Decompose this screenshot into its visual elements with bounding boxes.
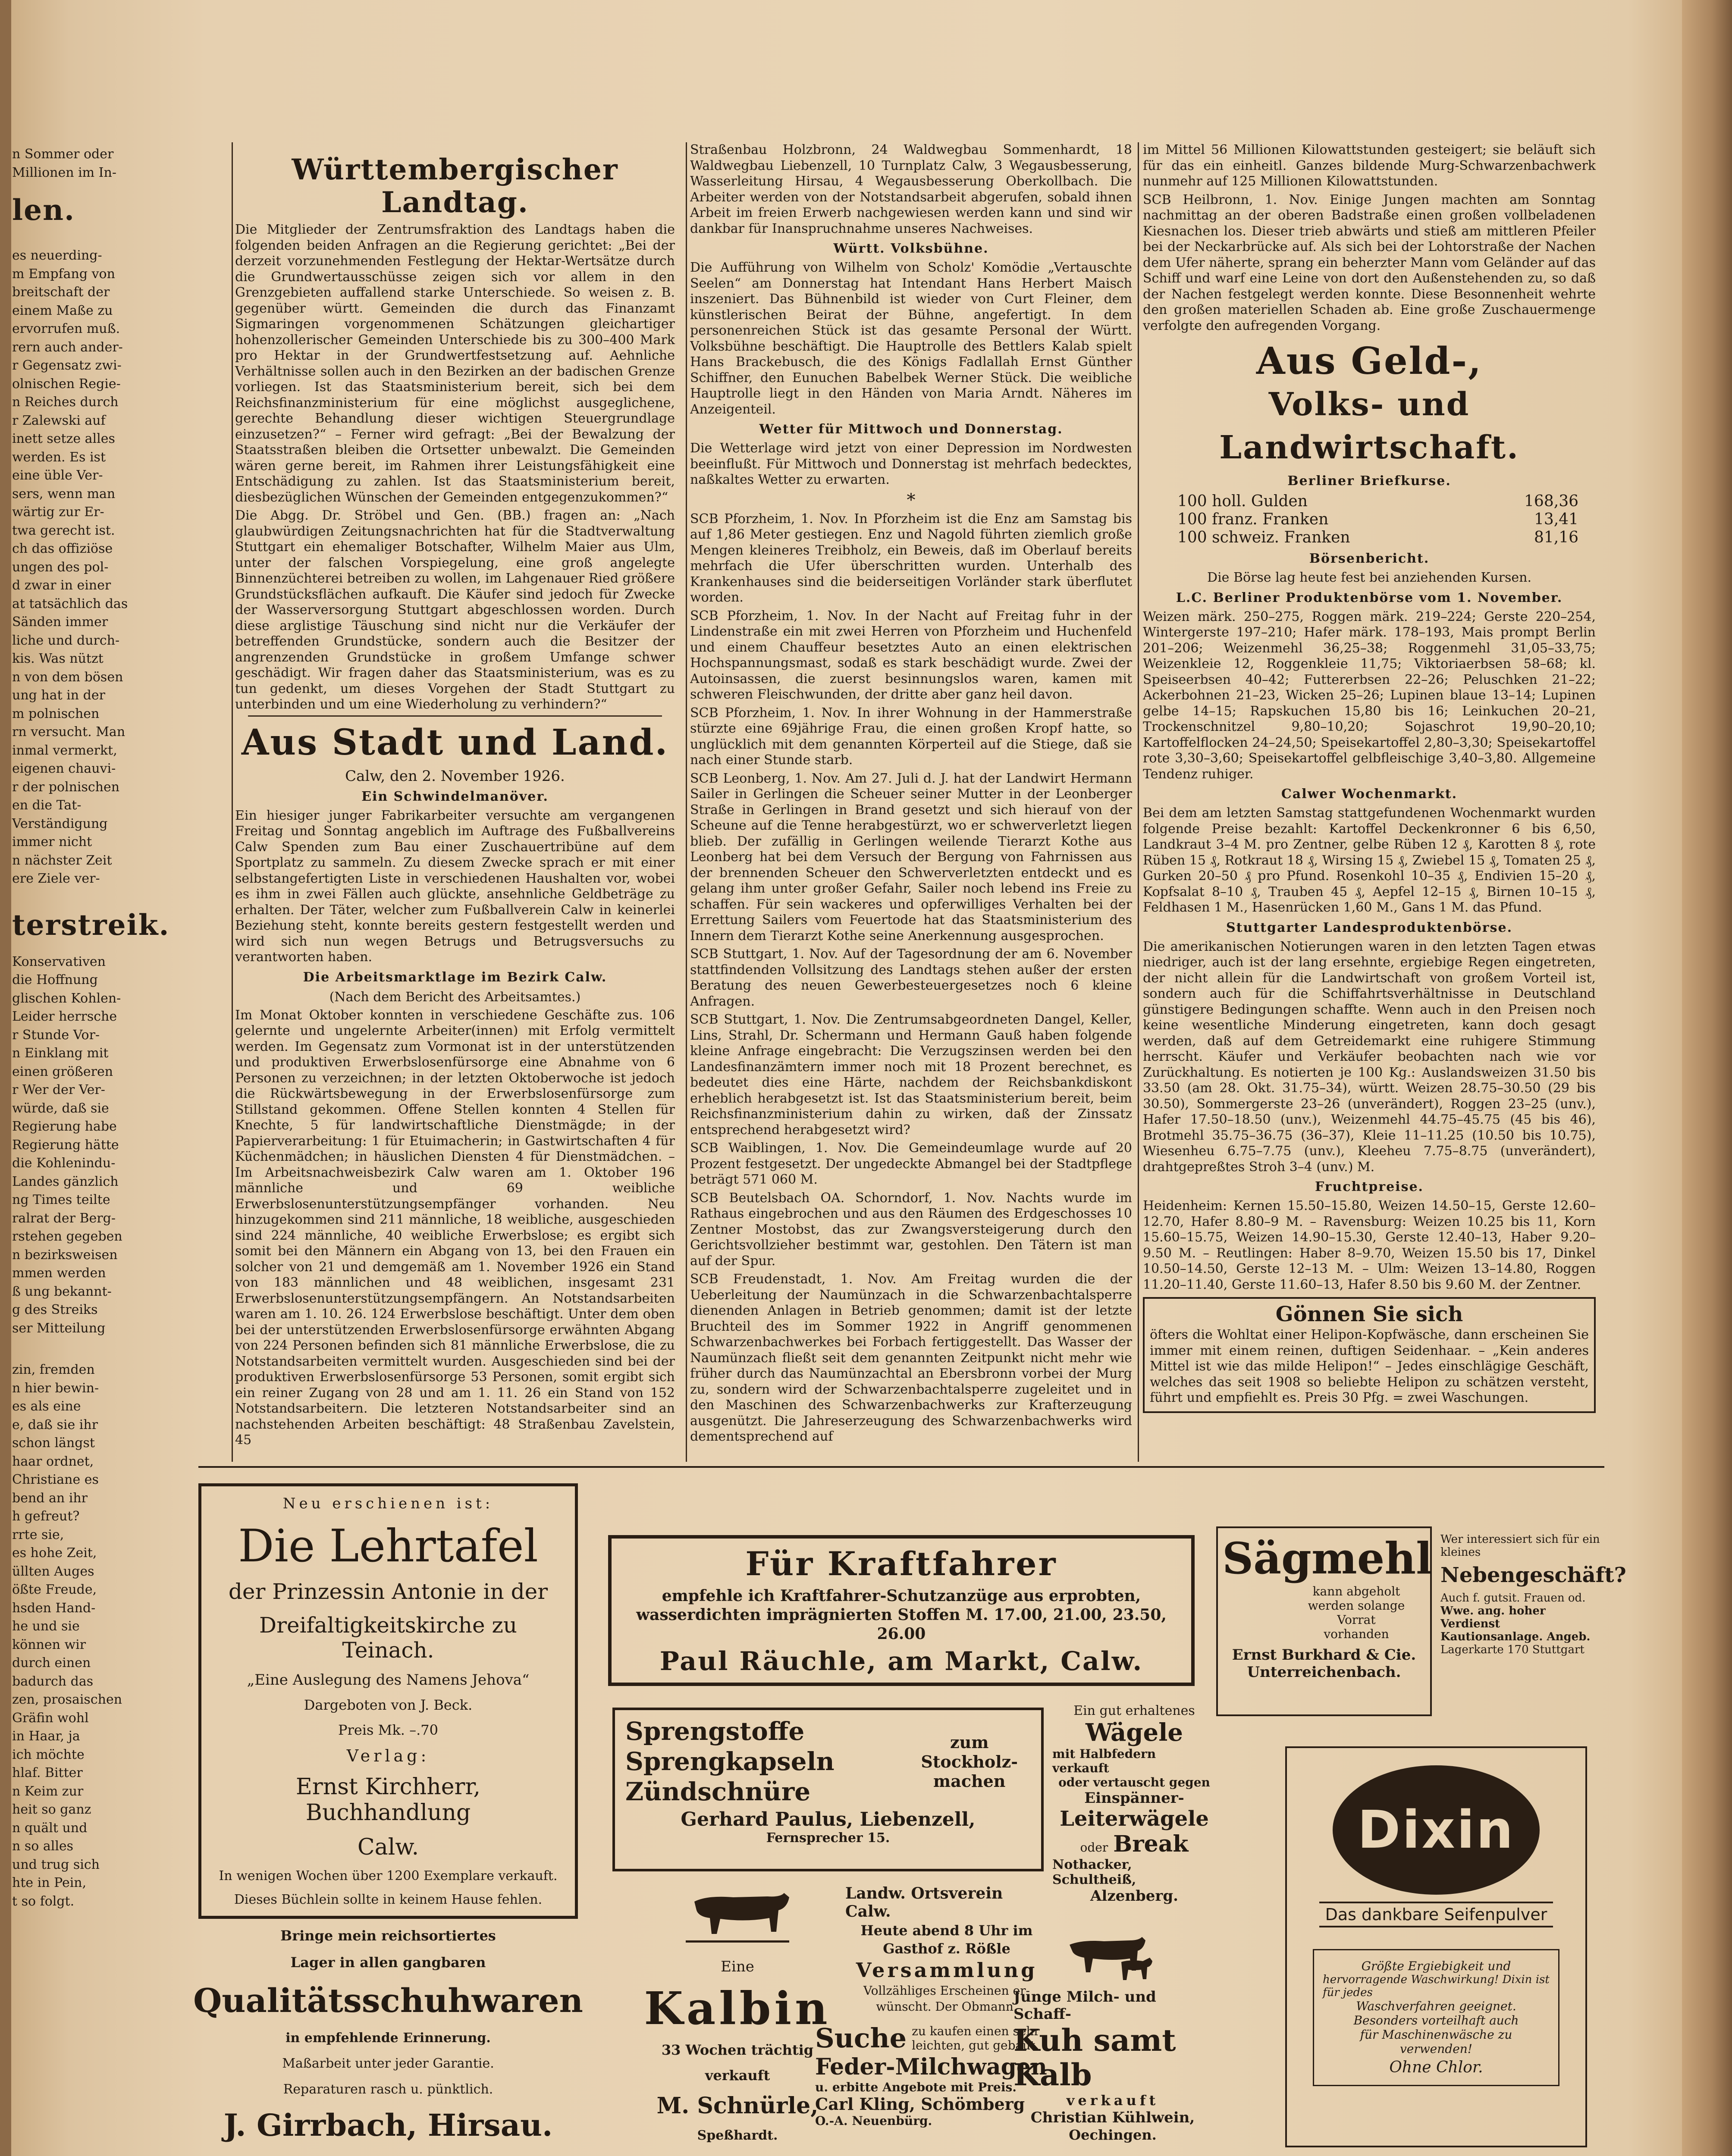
left-fragment-line: r Gegensatz zwi- bbox=[12, 358, 122, 373]
left-fragment-line: ich möchte bbox=[12, 1747, 85, 1762]
orts-line: Heute abend 8 Uhr im bbox=[860, 1922, 1033, 1939]
exchange-rate-row bbox=[1177, 492, 1578, 511]
cow-and-calf-icon bbox=[1061, 1927, 1164, 1988]
lehrtafel-line: der Prinzessin Antonie in der bbox=[228, 1579, 548, 1604]
left-fragment-line: hte in Pein, bbox=[12, 1875, 87, 1890]
spreng-side: Stockholz- bbox=[921, 1752, 1018, 1771]
left-fragment-line: und trug sich bbox=[12, 1857, 100, 1872]
waegele-title2: Leiterwägele bbox=[1060, 1807, 1209, 1831]
column-rule bbox=[686, 142, 687, 1462]
kraft-title: Für Kraftfahrer bbox=[745, 1545, 1057, 1583]
left-fragment-line: h gefreut? bbox=[12, 1509, 80, 1524]
spreng-name: Gerhard Paulus, Liebenzell, bbox=[681, 1808, 976, 1830]
landtag-paragraph: Die Abgg. Dr. Ströbel und Gen. (BB.) fragen an: „Nach glaubwürdigen Zeitungsnachrichten hat für die Stadtverwaltung Stuttgart ein ehemaliger Botschafter, Wilhelm Maier aus Ulm, unter der falschen Vorspiegelung, eine groß angelegte Binnenzüchterei betreiben zu wollen, im Lahgenauer Ried größere Grundstücksflächen aufkauft. Die Käufer sind jedoch für Zwecke der Wasserversorgung Stuttgart abgeschlossen worden. Durch diese arglistige Täuschung sind nicht nur die Verkäufer der betreffenden Grundstücke, sondern auch die Besitzer der angrenzenden Grundstücke in großem Umfange schwer geschädigt. Wir fragen daher das Staatsministerium, was es zu tun gedenkt, um dieses Vorgehen der Stadt Stuttgart zu unterbinden und um eine Wiederholung zu verhindern?“ bbox=[235, 508, 675, 712]
exchange-rate-value: 168,36 bbox=[1524, 492, 1578, 510]
schuh-line: in empfehlende Erinnerung. bbox=[286, 2030, 491, 2046]
news-item: SCB Pforzheim, 1. Nov. In Pforzheim ist die Enz am Samstag bis auf 1,86 Meter gestiegen. Enz und Nagold führten ziemlich große Mengen kleineres Treibholz, ein Beweis, daß im Oberlauf bereits mehrfach die Ufer überschritten wurden. Unterhalb des Krankenhauses sind die beiderseitigen Vorländer stark überflutet worden. bbox=[690, 511, 1132, 605]
saeg-place: Unterreichenbach. bbox=[1247, 1664, 1401, 1681]
left-fragment-top bbox=[12, 147, 141, 181]
left-fragment-line: n quält und bbox=[12, 1820, 88, 1836]
buehne-subhead: Württ. Volksbühne. bbox=[833, 241, 989, 256]
left-fragment-line: n hier bewin- bbox=[12, 1380, 99, 1396]
feder-place: O.-A. Neuenbürg. bbox=[815, 2114, 932, 2128]
buehne-paragraph: Die Aufführung von Wilhelm von Scholz' Komödie „Vertauschte Seelen“ am Donnerstag hat Intendant Hans Herbert Maisch inszeniert. Das Bühnenbild ist wieder von Curt Fleiner, dem künstlerischen Beirat der Bühne, angefertigt. In dem personenreichen Stück ist das gesamte Personal der Württ. Volksbühne beschäftigt. Die Hauptrolle des Bettlers Kalab spielt Hans Brackebusch, die des Königs Fadlallah Ernst Günther Schiffner, den Eunuchen Babelbek Werner Stück. Die weibliche Hauptrolle liegt in den Händen von Maria Arndt. Näheres im Anzeigenteil. bbox=[690, 260, 1132, 417]
kraft-name: Paul Räuchle, am Markt, Calw. bbox=[659, 1646, 1143, 1677]
left-fragment-line: die Hoffnung bbox=[12, 972, 98, 987]
produktenboerse-paragraph: Weizen märk. 250–275, Roggen märk. 219–224; Gerste 220–254, Wintergerste 197–210; Hafer märk. 178–193, Mais prompt Berlin 201–206; Weizenmehl 36,25–38; Roggenmehl 31,05–33,75; Weizenkleie 12, Roggenkleie 11,75; Viktoriaerbsen 58–68; kl. Speiseerbsen 40–42; Futtererbsen 22–26; Peluschken 21–22; Ackerbohnen 21–23, Wicken 25–26; Lupinen blaue 13–14; Lupinen gelbe 14–15; Rapskuchen 15,80 bis 16; Leinkuchen 20–21, Trockenschnitzel 9,80–10,20; Sojaschrot 19,90–20,10; Kartoffelflocken 24–24,50; Speisekartoffel 2,80–3,30; Speisekartoffel rote 3,30–3,60; Speisekartoffel gelbfleischige 3,40–3,80. Allgemeine Tendenz ruhiger. bbox=[1143, 609, 1596, 782]
news-item: SCB Freudenstadt, 1. Nov. Am Freitag wurden die der Ueberleitung der Naumünzach in die Schwarzenbachtalsperre dienenden Anlagen in Betrieb genommen; damit ist der letzte Bruchteil des im Sommer 1922 in Angriff genommenen Schwarzenbachwerkes bei Forbach fertiggestellt. Das Wasser der Naumünzach fließt seit dem genannten Zeitpunkt nicht mehr wie früher durch das Naumünzachtal an Ebersbronn vorbei der Murg zu, sondern wird der Schwarzenbachtalsperre zugeleitet und in den Maschinen des Schwarzenbachwerks zur Krafterzeugung ausgenützt. Die Jahreserzeugung des Schwarzenbachwerks wird dementsprechend auf bbox=[690, 1272, 1132, 1444]
left-fragment-line: r Zalewski auf bbox=[12, 413, 106, 428]
wetter-paragraph: Die Wetterlage wird jetzt von einer Depression im Nordwesten beeinflußt. Für Mittwoch und Donnerstag ist mehrfach bedecktes, naßkaltes Wetter zu erwarten. bbox=[690, 441, 1132, 487]
left-fragment-line: glischen Kohlen- bbox=[12, 990, 121, 1006]
lehrtafel-note: In wenigen Wochen über 1200 Exemplare verkauft. bbox=[219, 1868, 558, 1884]
exchange-rates bbox=[1177, 492, 1578, 547]
kalbin-line: Eine bbox=[721, 1958, 754, 1975]
news-item: SCB Beutelsbach OA. Schorndorf, 1. Nov. Nachts wurde im Rathaus eingebrochen und aus den Räumen des Erdgeschosses 10 Zentner Mostobst, das zur Zwangsversteigerung durch den Gerichtsvollzieher bestimmt war, gestohlen. Den Tätern ist man auf der Spur. bbox=[690, 1190, 1132, 1269]
boerse-subhead: Börsenbericht. bbox=[1309, 551, 1430, 566]
news-item: SCB Stuttgart, 1. Nov. Die Zentrumsabgeordneten Dangel, Keller, Lins, Strahl, Dr. Schermann und Hermann Gauß haben folgende kleine Anfrage eingebracht: Die Verzugszinsen werden bei den Landesfinanzämtern immer noch mit 18 Prozent berechnet, es bedeutet dies eine Härte, nachdem der Reichsbankdiskont erheblich herabgesetzt ist. Ist das Staatsministerium bereit, beim Reichsfinanzministerium dahin zu wirken, daß der Zinssatz entsprechend herabgesetzt wird? bbox=[690, 1012, 1132, 1138]
left-fragment-line: es als eine bbox=[12, 1399, 81, 1414]
left-fragment-line: ere Ziele ver- bbox=[12, 871, 100, 886]
left-fragment-line: r Wer der Ver- bbox=[12, 1082, 105, 1097]
ad-section-rule bbox=[198, 1466, 1604, 1468]
lehrtafel-publisher-city: Calw. bbox=[357, 1834, 419, 1860]
briefkurse-subhead: Berliner Briefkurse. bbox=[1287, 473, 1451, 489]
exchange-rate-row bbox=[1177, 529, 1578, 547]
fruchtpreise-paragraph: Heidenheim: Kernen 15.50–15.80, Weizen 14.50–15, Gerste 12.60–12.70, Hafer 8.80–9 M. – Ravensburg: Weizen 10.25 bis 11, Korn 15.60–15.75, Weizen 14.90–15.30, Gerste 12.40–13, Haber 9.20–9.50 M. – Reutlingen: Haber 8–9.70, Weizen 15.50 bis 17, Dinkel 10.50–14.50, Gerste 12–13 M. – Ulm: Weizen 13–14.80, Roggen 11.20–11.40, Gerste 11.60–13, Hafer 8.50 bis 9.60 M. der Zentner. bbox=[1143, 1198, 1596, 1292]
left-fragment-line: rrte sie, bbox=[12, 1527, 64, 1542]
economy-paragraph: SCB Heilbronn, 1. Nov. Einige Jungen machten am Sonntag nachmittag an der oberen Badstraße einen großen vollbeladenen Kiesnachen los. Dieser trieb abwärts und stieß am mittleren Pfeiler bei der Neckarbrücke auf. Als sich bei der Lohtorstraße der Nachen dem Ufer näherte, sprang ein beherzter Mann vom Geländer auf das Schiff und warf eine Leine von dort den Außenstehenden zu, so daß der Nachen festgelegt werden konnte. Diese Besonnenheit wehrte den großen materiellen Schaden ab. Eine große Zuschauermenge verfolgte den aufregenden Vorgang. bbox=[1143, 192, 1596, 333]
left-fragment-line: ß ung bekannt- bbox=[12, 1284, 112, 1299]
left-fragment-line: n Keim zur bbox=[12, 1783, 84, 1799]
neben-line: kleines bbox=[1440, 1546, 1481, 1559]
ad-feder-milchwagen bbox=[815, 2022, 1048, 2143]
schuh-line: Reparaturen rasch u. pünktlich. bbox=[283, 2081, 493, 2097]
left-fragment-line: inett setze alles bbox=[12, 431, 115, 446]
left-fragment-line: Regierung habe bbox=[12, 1119, 117, 1134]
lehrtafel-publisher-label: Verlag: bbox=[346, 1746, 430, 1766]
left-fragment-line: ervorrufen muß. bbox=[12, 321, 120, 336]
economy-title-line1: Aus Geld-, bbox=[1256, 339, 1483, 383]
kuh-title: Kuh samt Kalb bbox=[1013, 2022, 1176, 2093]
left-fragment-line: e, daß sie ihr bbox=[12, 1417, 98, 1432]
waegele-place: Alzenberg. bbox=[1090, 1887, 1178, 1905]
dixin-copy: Ohne Chlor. bbox=[1389, 2059, 1483, 2076]
ad-lehrtafel bbox=[198, 1483, 578, 1919]
left-fragment-line: schon längst bbox=[12, 1435, 95, 1451]
lehrtafel-line: Dargeboten von J. Beck. bbox=[304, 1697, 473, 1714]
left-fragment-line: die Kohlenindu- bbox=[12, 1156, 116, 1171]
stadt-dateline: Calw, den 2. November 1926. bbox=[345, 767, 565, 785]
left-fragment-line: hsden Hand- bbox=[12, 1600, 96, 1616]
left-fragment-line: r Stunde Vor- bbox=[12, 1027, 100, 1043]
left-fragment-line: Konservativen bbox=[12, 954, 106, 969]
spreng-side: machen bbox=[933, 1771, 1006, 1791]
lehrtafel-note: Dieses Büchlein sollte in keinem Hause fehlen. bbox=[234, 1892, 543, 1907]
left-fragment-line: ung hat in der bbox=[12, 688, 105, 703]
fruchtpreise-subhead: Fruchtpreise. bbox=[1315, 1179, 1424, 1194]
kuh-name: Christian Kühlwein, bbox=[1030, 2109, 1195, 2127]
left-fragment-lower bbox=[12, 954, 141, 1337]
left-fragment-line: m polnischen bbox=[12, 706, 100, 721]
left-fragment-line: n bezirksweisen bbox=[12, 1247, 118, 1263]
stadt-paragraph: Ein hiesiger junger Fabrikarbeiter versuchte am vergangenen Freitag und Sonntag angeblich im Auftrage des Fußballvereins Calw Spenden zum Bau einer Zuschauertribüne auf dem Sportplatz zu sammeln. Zu diesem Zwecke sprach er mit einer selbstangefertigten Liste in verschiedenen Haushalten vor, wobei es ihm in zwei Fällen auch glückte, ansehnliche Geldbeträge zu erhalten. Der Täter, welcher zum Fußballverein Calw in keinerlei Beziehung steht, konnte bereits gestern festgestellt werden und wird sich nun wegen Betrugs und Betrugsversuchs zu verantworten haben. bbox=[235, 808, 675, 965]
left-fragment-line: eigenen chauvi- bbox=[12, 761, 116, 776]
left-fragment-line: d zwar in einer bbox=[12, 578, 111, 593]
left-fragment-line: Sänden immer bbox=[12, 614, 108, 630]
left-fragment-line: wärtig zur Er- bbox=[12, 505, 104, 520]
left-fragment-line: in Haar, ja bbox=[12, 1729, 80, 1744]
left-fragment-line: olnischen Regie- bbox=[12, 376, 121, 392]
dixin-tagline: Das dankbare Seifenpulver bbox=[1319, 1902, 1553, 1927]
schuh-title: Qualitätsschuhwaren bbox=[193, 1981, 583, 2020]
left-fragment-line: he und sie bbox=[12, 1619, 80, 1634]
feder-title: Feder-Milchwagen bbox=[815, 2054, 1047, 2080]
lehrtafel-publisher: Ernst Kirchherr, Buchhandlung bbox=[295, 1774, 481, 1826]
left-fragment-line: sers, wenn man bbox=[12, 486, 116, 501]
left-fragment-line: at tatsächlich das bbox=[12, 596, 128, 611]
orts-line: Vollzähliges Erscheinen er- bbox=[863, 1984, 1030, 1998]
left-fragment-line: n von dem bösen bbox=[12, 669, 123, 685]
ad-kraftfahrer bbox=[608, 1535, 1195, 1686]
economy-title-line2: Volks- und Landwirtschaft. bbox=[1219, 386, 1519, 466]
feder-line: u. erbitte Angebote mit Preis. bbox=[815, 2080, 1017, 2094]
waegele-line: mit Halbfedern verkauft bbox=[1052, 1747, 1156, 1775]
left-fragment-line: liche und durch- bbox=[12, 633, 120, 648]
left-fragment-line: breitschaft der bbox=[12, 285, 110, 300]
left-fragment-line: Millionen im In- bbox=[12, 165, 116, 180]
wochenmarkt-subhead: Calwer Wochenmarkt. bbox=[1281, 787, 1458, 802]
left-fragment-heading: len. bbox=[12, 193, 75, 227]
wetter-subhead: Wetter für Mittwoch und Donnerstag. bbox=[759, 422, 1063, 437]
spreng-side: zum bbox=[950, 1732, 989, 1752]
dixin-copy: für Maschinenwäsche zu bbox=[1360, 2028, 1512, 2042]
cow-icon bbox=[681, 1884, 794, 1949]
column-rule bbox=[232, 142, 233, 1462]
news-paragraph: Straßenbau Holzbronn, 24 Waldwegbau Sommenhardt, 18 Waldwegbau Liebenzell, 10 Turnplatz Calw, 3 Wegausbesserung, Wasserleitung Hirsau, 4 Wegausbesserung Oberkollbach. Die Arbeiter werden von der Notstandsarbeit abgerufen, sobald ihnen Arbeit im freien Erwerb nachgewiesen werden kann und sind wir dankbar für Inanspruchnahme unseres Nachweises. bbox=[690, 142, 1132, 236]
ad-schuhwaren bbox=[193, 1927, 583, 2143]
news-item: SCB Pforzheim, 1. Nov. In der Nacht auf Freitag fuhr in der Lindenstraße ein mit zwei Herren von Pforzheim und Huchenfeld und einem Chauffeur besetztes Auto an einen elektrischen Hochspannungsmast, sodaß es stark beschädigt wurde. Zwei der Autoinsassen, die zuerst besinnungslos waren, kamen mit schweren Fleischwunden, der dritte aber ganz heil davon. bbox=[690, 608, 1132, 702]
ad-kuh-kalb bbox=[1013, 1927, 1212, 2143]
kalbin-line: 33 Wochen trächtig bbox=[661, 2042, 814, 2058]
lehrtafel-intro: Neu erschienen ist: bbox=[282, 1495, 494, 1512]
left-fragment-line: n Sommer oder bbox=[12, 147, 114, 162]
left-fragment-line: ößte Freude, bbox=[12, 1582, 97, 1597]
left-fragment-line: werden. Es ist bbox=[12, 449, 106, 465]
left-fragment-line: Landes gänzlich bbox=[12, 1174, 119, 1189]
left-fragment-line: ralrat der Berg- bbox=[12, 1210, 116, 1226]
left-fragment-line: g des Streiks bbox=[12, 1302, 98, 1317]
landtag-title: Württembergischer Landtag. bbox=[292, 153, 618, 219]
left-fragment-line: ch das offiziöse bbox=[12, 541, 113, 556]
neben-line: Lagerkarte 170 Stuttgart bbox=[1440, 1643, 1585, 1656]
left-fragment-line: durch einen bbox=[12, 1655, 91, 1670]
left-fragment-heading-strike: terstreik. bbox=[12, 908, 170, 942]
saeg-name: Ernst Burkhard & Cie. bbox=[1232, 1646, 1416, 1664]
feder-big: Suche bbox=[815, 2022, 907, 2054]
left-fragment-line: einen größeren bbox=[12, 1064, 113, 1079]
kuh-line: Junge Milch- und Schaff- bbox=[1013, 1988, 1156, 2023]
exchange-rate-label: 100 franz. Franken bbox=[1177, 511, 1329, 528]
saeg-line: werden solange bbox=[1308, 1598, 1405, 1613]
left-fragment-line: badurch das bbox=[12, 1673, 94, 1689]
neben-line: Wwe. ang. hoher Verdienst bbox=[1440, 1604, 1546, 1630]
produktenboerse-subhead: L.C. Berliner Produktenbörse vom 1. November. bbox=[1176, 590, 1563, 605]
neben-line: Kautionsanlage. Angeb. bbox=[1440, 1630, 1591, 1643]
news-item: SCB Stuttgart, 1. Nov. Auf der Tagesordnung der am 6. November stattfindenden Vollsitzung des Landtags stehen außer der ersten Beratung des neuen Gewerbesteuergesetzes noch 6 kleine Anfragen. bbox=[690, 946, 1132, 1009]
waegele-line: oder bbox=[1080, 1840, 1108, 1855]
boerse-paragraph: Die Börse lag heute fest bei anziehenden Kursen. bbox=[1207, 570, 1531, 585]
column-economy bbox=[1143, 142, 1596, 1462]
left-fragment-bottom bbox=[12, 1362, 141, 1909]
left-fragment-line: haar ordnet, bbox=[12, 1454, 94, 1469]
left-fragment-line: rern auch ander- bbox=[12, 339, 123, 355]
kuh-line: verkauft bbox=[1066, 2092, 1159, 2109]
waegele-title3: Break bbox=[1113, 1831, 1189, 1857]
stadt-paragraph: Im Monat Oktober konnten in verschiedene Geschäfte zus. 106 gelernte und ungelernte Arbeiter(innen) mit Erfolg vermittelt werden. Im Gegensatz zum Vormonat ist in der unterstützenden und produktiven Erwerbslosenfürsorge eine Abnahme von 6 Personen zu verzeichnen; in der letzten Oktoberwoche ist jedoch die Rückwärtsbewegung in der Erwerbslosenfürsorge zum Stillstand gekommen. Offene Stellen konnten 4 Stellen für Knechte, 5 für landwirtschaftliche Dienstmägde; in der Papierverarbeitung: 1 für Etuimacherin; in Gastwirtschaften 4 für Küchenmädchen; in häuslichen Diensten 4 für Dienstmädchen. – Im Arbeitsnachweisbezirk Calw waren am 1. Oktober 196 männliche und 69 weibliche Erwerbslosenunterstützungsempfänger vorhanden. Neu hinzugekommen sind 211 männliche, 18 weibliche, ausgeschieden sind 224 männliche, 40 weibliche Erwerbslose; es ergibt sich somit bei den Männern ein Abgang von 13, bei den Frauen ein solcher von 21 und demgemäß am 1. November 1926 ein Stand von 183 männlichen und 48 weiblichen, insgesamt 231 Erwerbslosenunterstützungsempfängern. An Notstandsarbeiten waren am 1. 10. 26. 124 Erwerbslose beschäftigt. Unter dem oben bei der unterstützenden Erwerbslosenfürsorge erwähnten Abgang von 224 Personen befinden sich 81 männliche Erwerbslose, die zu Notstandsarbeiten vermittelt wurden. Ausgeschieden sind bei der produktiven Erwerbslosenfürsorge 53 Personen, somit ergibt sich ein reiner Zugang von 28 und am 1. 11. 26 ein Stand von 152 Notstandsarbeitern. Die letzteren Notstandsarbeiter sind an nachstehenden Arbeiten beschäftigt: 48 Straßenbau Zavelstein, 45 bbox=[235, 1007, 675, 1448]
lehrtafel-line: Dreifaltigkeitskirche zu Teinach. bbox=[259, 1612, 518, 1663]
dixin-copy: Besonders vorteilhaft auch bbox=[1353, 2013, 1519, 2028]
ad-dixin bbox=[1285, 1746, 1587, 2147]
helipon-title: Gönnen Sie sich bbox=[1275, 1302, 1463, 1326]
lehrtafel-line: „Eine Auslegung des Namens Jehova“ bbox=[247, 1671, 530, 1689]
schuh-name: J. Girrbach, Hirsau. bbox=[223, 2107, 553, 2143]
saeg-line: vorhanden bbox=[1324, 1627, 1389, 1641]
stadt-title: Aus Stadt und Land. bbox=[241, 721, 669, 763]
left-fragment-line: bend an ihr bbox=[12, 1490, 88, 1506]
orts-line: Gasthof z. Rößle bbox=[883, 1940, 1010, 1957]
landesproduktenboerse-paragraph: Die amerikanischen Notierungen waren in den letzten Tagen etwas niedriger, auch ist der lang ersehnte, ergiebige Regen eingetreten, der nicht allein für die Landwirtschaft von großem Vorteil ist, sondern auch für die Schiffahrtsverhältnisse in Deutschland günstigere Bedingungen schaffte. Wenn auch in den Preisen noch keine wesentliche Minderung eingetreten, kann doch gesagt werden, daß auf dem Getreidemarkt eine ruhigere Stimmung herrscht. Käufer und Verkäufer beobachten nach wie vor Zurückhaltung. Es notierten je 100 Kg.: Auslandsweizen 31.50 bis 33.50 (am 28. Okt. 31.75–34), württ. Weizen 28.75–30.50 (29 bis 30.50), Sommergerste 23–26 (unverändert), Roggen 23–25 (unv.), Hafer 17.50–18.50 (unv.), Weizenmehl 44.75–45.75 (45 bis 46), Brotmehl 35.75–36.75 (36–37), Kleie 11–11.25 (10.50 bis 10.75), Wiesenheu 6.75–7.75 (unv.), Kleeheu 7.75–8.75 (unverändert), drahtgepreßtes Stroh 3–4 (unv.) M. bbox=[1143, 939, 1596, 1175]
left-fragment-line: rn versucht. Man bbox=[12, 724, 126, 740]
news-item: SCB Pforzheim, 1. Nov. In ihrer Wohnung in der Hammerstraße stürzte eine 69jährige Frau, die einen großen Kropf hatte, so unglücklich mit dem genannten Körperteil auf die Stiege, daß sie nach einer Stunde starb. bbox=[690, 705, 1132, 768]
page-edge bbox=[1682, 0, 1732, 2156]
kraft-text: empfehle ich Kraftfahrer-Schutzanzüge aus erprobten, wasserdichten imprägnierten Stoffen M. 17.00, 21.00, 23.50, 26.00 bbox=[636, 1586, 1167, 1643]
section-rule bbox=[248, 715, 662, 717]
left-fragment-line: eine üble Ver- bbox=[12, 468, 103, 483]
left-fragment-line: Leider herrsche bbox=[12, 1009, 117, 1024]
left-fragment-line: zen, prosaischen bbox=[12, 1692, 122, 1707]
left-fragment-line: n Reiches durch bbox=[12, 395, 119, 410]
left-fragment-line: n Einklang mit bbox=[12, 1046, 109, 1061]
left-fragment-line: mmen werden bbox=[12, 1266, 106, 1281]
spreng-phone: Fernsprecher 15. bbox=[766, 1830, 890, 1846]
dixin-logo bbox=[1333, 1765, 1540, 1895]
exchange-rate-row bbox=[1177, 511, 1578, 529]
dixin-copy: verwenden! bbox=[1399, 2042, 1473, 2056]
exchange-rate-value: 81,16 bbox=[1534, 529, 1578, 546]
helipon-ad bbox=[1143, 1297, 1596, 1413]
left-fragment-line: m Empfang von bbox=[12, 266, 115, 282]
kalbin-name: M. Schnürle, bbox=[656, 2093, 819, 2119]
helipon-text: öfters die Wohltat einer Helipon-Kopfwäsche, dann erscheinen Sie immer mit einem reinen, duftigen Seidenhaar. – „Kein anderes Mittel ist wie das milde Helipon!“ – Jedes einschlägige Geschäft, welches das seit 1908 so beliebte Helipon zu schätzen versteht, führt und empfiehlt es. Preis 30 Pfg. = zwei Waschungen. bbox=[1150, 1327, 1589, 1405]
left-fragment-line: ser Mitteilung bbox=[12, 1320, 106, 1336]
left-fragment-line: hlaf. Bitter bbox=[12, 1765, 83, 1780]
news-item: SCB Leonberg, 1. Nov. Am 27. Juli d. J. hat der Landwirt Hermann Sailer in Gerlingen die Scheuer seiner Mutter in der Leonberger Straße in Gerlingen in Brand gesetzt und sich hierauf von der Scheune auf die Tenne herabgestürzt, wo er schwerverletzt liegen blieb. Der zufällig in Gerlingen weilende Tierarzt Kothe aus Leonberg hat bei dem Versuch der Bergung von Fahrnissen aus der brennenden Scheuer den Schwerverletzten entdeckt und es gelang ihm unter großer Gefahr, Sailer noch lebend ins Freie zu schaffen. Für sein wackeres und opferwilliges Verhalten bei der Errettung Sailers vom Feuertode hat das Staatsministerium des Innern dem Tierarzt Kothe seine Anerkennung ausgesprochen. bbox=[690, 771, 1132, 943]
neben-line: Wer interessiert sich für ein bbox=[1440, 1533, 1600, 1546]
schuh-line: Lager in allen gangbaren bbox=[290, 1954, 486, 1971]
left-fragment-line: es neuerding- bbox=[12, 248, 102, 263]
feder-small: zu kaufen einen sehr bbox=[912, 2024, 1040, 2038]
left-fragment-line: kis. Was nützt bbox=[12, 651, 104, 666]
feder-small: leichten, gut gebaut. bbox=[912, 2038, 1039, 2053]
schuh-line: Maßarbeit unter jeder Garantie. bbox=[282, 2056, 494, 2071]
dixin-copy: Waschverfahren geeignet. bbox=[1356, 1999, 1516, 2013]
ad-nebengeschaeft bbox=[1440, 1533, 1626, 1714]
kalbin-title: Kalbin bbox=[644, 1982, 831, 2035]
left-fragment-line: n so alles bbox=[12, 1839, 74, 1854]
orts-line: wünscht. Der Obmann. bbox=[876, 1999, 1017, 2014]
waegele-line: Einspänner- bbox=[1084, 1789, 1184, 1807]
left-fragment-line: können wir bbox=[12, 1637, 86, 1652]
left-fragment-line: ng Times teilte bbox=[12, 1192, 110, 1207]
landesproduktenboerse-subhead: Stuttgarter Landesproduktenbörse. bbox=[1226, 920, 1513, 935]
page-gutter bbox=[0, 0, 11, 2156]
left-fragment-line: Regierung hätte bbox=[12, 1137, 119, 1153]
spreng-line: Sprengstoffe bbox=[625, 1717, 805, 1746]
news-item: SCB Waiblingen, 1. Nov. Die Gemeindeumlage wurde auf 20 Prozent festgesetzt. Der ungedeckte Abmangel bei der Stadtpflege beträgt 571 060 M. bbox=[690, 1141, 1132, 1187]
stadt-subhead-note: (Nach dem Bericht des Arbeitsamtes.) bbox=[329, 989, 581, 1005]
feder-name: Carl Kling, Schömberg bbox=[815, 2094, 1025, 2114]
left-fragment-line: immer nicht bbox=[12, 834, 92, 849]
left-fragment-line: Verständigung bbox=[12, 816, 108, 831]
kalbin-line: verkauft bbox=[705, 2067, 770, 2084]
left-fragment-line: würde, daß sie bbox=[12, 1100, 109, 1116]
dixin-copy: Größte Ergiebigkeit und bbox=[1361, 1959, 1511, 1973]
stadt-subhead: Die Arbeitsmarktlage im Bezirk Calw. bbox=[303, 969, 607, 985]
lehrtafel-price: Preis Mk. –.70 bbox=[338, 1721, 438, 1738]
left-fragment-line: einem Maße zu bbox=[12, 303, 113, 318]
landtag-paragraph: Die Mitglieder der Zentrumsfraktion des Landtags haben die folgenden beiden Anfragen an die Regierung gerichtet: „Bei der derzeit vorzunehmenden Festlegung der Hektar-Wertsätze durch die Grundwertausschüsse zeigen sich vor allem in den Grenzgebieten auffallend starke Unterschiede. So weisen z. B. gegenüber württ. Gemeinden die durch das Finanzamt Sigmaringen vorgenommenen Schätzungen gleichartiger hohenzollerischer Gemeinden Unterschiede bis zu 300–400 Mark pro Hektar in der Grundwertfestsetzung auf. Aehnliche Verhältnisse sollen auch in den Bezirken an der badischen Grenze vorliegen. Ist das Staatsministerium bereit, sich bei dem Reichsfinanzministerium für eine möglichst ausgeglichene, gerechte Behandlung dieser wichtigen Steuergrundlage einzusetzen?“ – Ferner wird gefragt: „Bei der Bewalzung der Staatsstraßen bleiben die Ortsetter unbewalzt. Die Gemeinden wären gerne bereit, im Rahmen ihrer Leistungsfähigkeit eine Entschädigung zu zahlen. Ist das Staatsministerium bereit, diesbezüglichen Wünschen der Gemeinden entgegenzukommen?“ bbox=[235, 222, 675, 505]
saeg-line: kann abgeholt bbox=[1312, 1584, 1400, 1598]
left-fragment-line: zin, fremden bbox=[12, 1362, 95, 1377]
spreng-line: Sprengkapseln bbox=[625, 1747, 835, 1776]
stadt-subhead: Ein Schwindelmanöver. bbox=[361, 789, 549, 804]
separator-star: * bbox=[907, 490, 916, 510]
ad-waegele bbox=[1052, 1703, 1216, 1905]
neben-line: Auch f. gutsit. Frauen od. bbox=[1440, 1592, 1586, 1604]
left-fragment-line: en die Tat- bbox=[12, 798, 82, 813]
saeg-line: Vorrat bbox=[1337, 1613, 1376, 1627]
left-fragment-line: Gräfin wohl bbox=[12, 1710, 89, 1726]
left-fragment-line: twa gerecht ist. bbox=[12, 523, 115, 538]
left-fragment-line: t so folgt. bbox=[12, 1893, 75, 1909]
left-fragment-column bbox=[12, 147, 170, 2139]
left-fragment-line: heit so ganz bbox=[12, 1802, 91, 1817]
ad-saegmehl bbox=[1216, 1526, 1432, 1716]
waegele-title: Wägele bbox=[1086, 1718, 1183, 1747]
exchange-rate-label: 100 schweiz. Franken bbox=[1177, 529, 1350, 546]
schuh-line: Bringe mein reichsortiertes bbox=[280, 1927, 496, 1944]
saeg-title: Sägmehl bbox=[1222, 1533, 1433, 1584]
column-landtag bbox=[235, 149, 675, 1460]
left-fragment-line: inmal vermerkt, bbox=[12, 743, 117, 758]
left-fragment-middle bbox=[12, 248, 141, 887]
left-fragment-line: üllten Auges bbox=[12, 1564, 94, 1579]
left-fragment-line: r der polnischen bbox=[12, 779, 120, 795]
left-fragment-line: ungen des pol- bbox=[12, 559, 109, 575]
waegele-line: Ein gut erhaltenes bbox=[1073, 1703, 1195, 1718]
waegele-name: Nothacker, Schultheiß, bbox=[1052, 1857, 1136, 1887]
left-fragment-line: rstehen gegeben bbox=[12, 1229, 122, 1244]
left-fragment-line: Christiane es bbox=[12, 1472, 99, 1487]
neben-title: Nebengeschäft? bbox=[1440, 1563, 1626, 1587]
exchange-rate-value: 13,41 bbox=[1534, 511, 1578, 528]
economy-paragraph: im Mittel 56 Millionen Kilowattstunden gesteigert; sie beläuft sich für das ein einheitl. Ganzes bildende Murg-Schwarzenbachwerk nunmehr auf 125 Millionen Kilowattstunden. bbox=[1143, 142, 1596, 189]
dixin-copy: hervorragende Waschwirkung! Dixin ist für jedes bbox=[1323, 1973, 1550, 1999]
column-rule bbox=[1138, 142, 1139, 1462]
orts-title: Versammlung bbox=[856, 1959, 1038, 1982]
wochenmarkt-paragraph: Bei dem am letzten Samstag stattgefundenen Wochenmarkt wurden folgende Preise bezahlt: Kartoffel Deckenkronner 6 bis 6,50, Landkraut 3–4 M. pro Zentner, gelbe Rüben 12 ₰, Karotten 8 ₰, rote Rüben 15 ₰, Rotkraut 18 ₰, Wirsing 15 ₰, Zwiebel 15 ₰, Tomaten 25 ₰, Gurken 20–50 ₰ pro Pfund. Rosenkohl 10–35 ₰, Endivien 15–20 ₰, Kopfsalat 8–10 ₰, Trauben 45 ₰, Aepfel 12–15 ₰, Birnen 10–15 ₰, Feldhasen 1 M., Hasenrücken 1,60 M., Gans 1 M. das Pfund. bbox=[1143, 805, 1596, 915]
orts-line: Landw. Ortsverein Calw. bbox=[845, 1884, 1003, 1921]
waegele-line: oder vertauscht gegen bbox=[1058, 1775, 1210, 1789]
left-fragment-line: es hohe Zeit, bbox=[12, 1545, 97, 1561]
exchange-rate-label: 100 holl. Gulden bbox=[1177, 492, 1308, 510]
left-fragment-line: n nächster Zeit bbox=[12, 852, 112, 868]
kalbin-place: Speßhardt. bbox=[697, 2128, 778, 2143]
column-news bbox=[690, 142, 1132, 1462]
dixin-logo-text: Dixin bbox=[1357, 1800, 1515, 1860]
ad-sprengstoffe bbox=[612, 1708, 1044, 1871]
kuh-place: Oechingen. bbox=[1069, 2126, 1157, 2143]
spreng-line: Zündschnüre bbox=[625, 1777, 811, 1806]
lehrtafel-title: Die Lehrtafel bbox=[238, 1519, 538, 1572]
